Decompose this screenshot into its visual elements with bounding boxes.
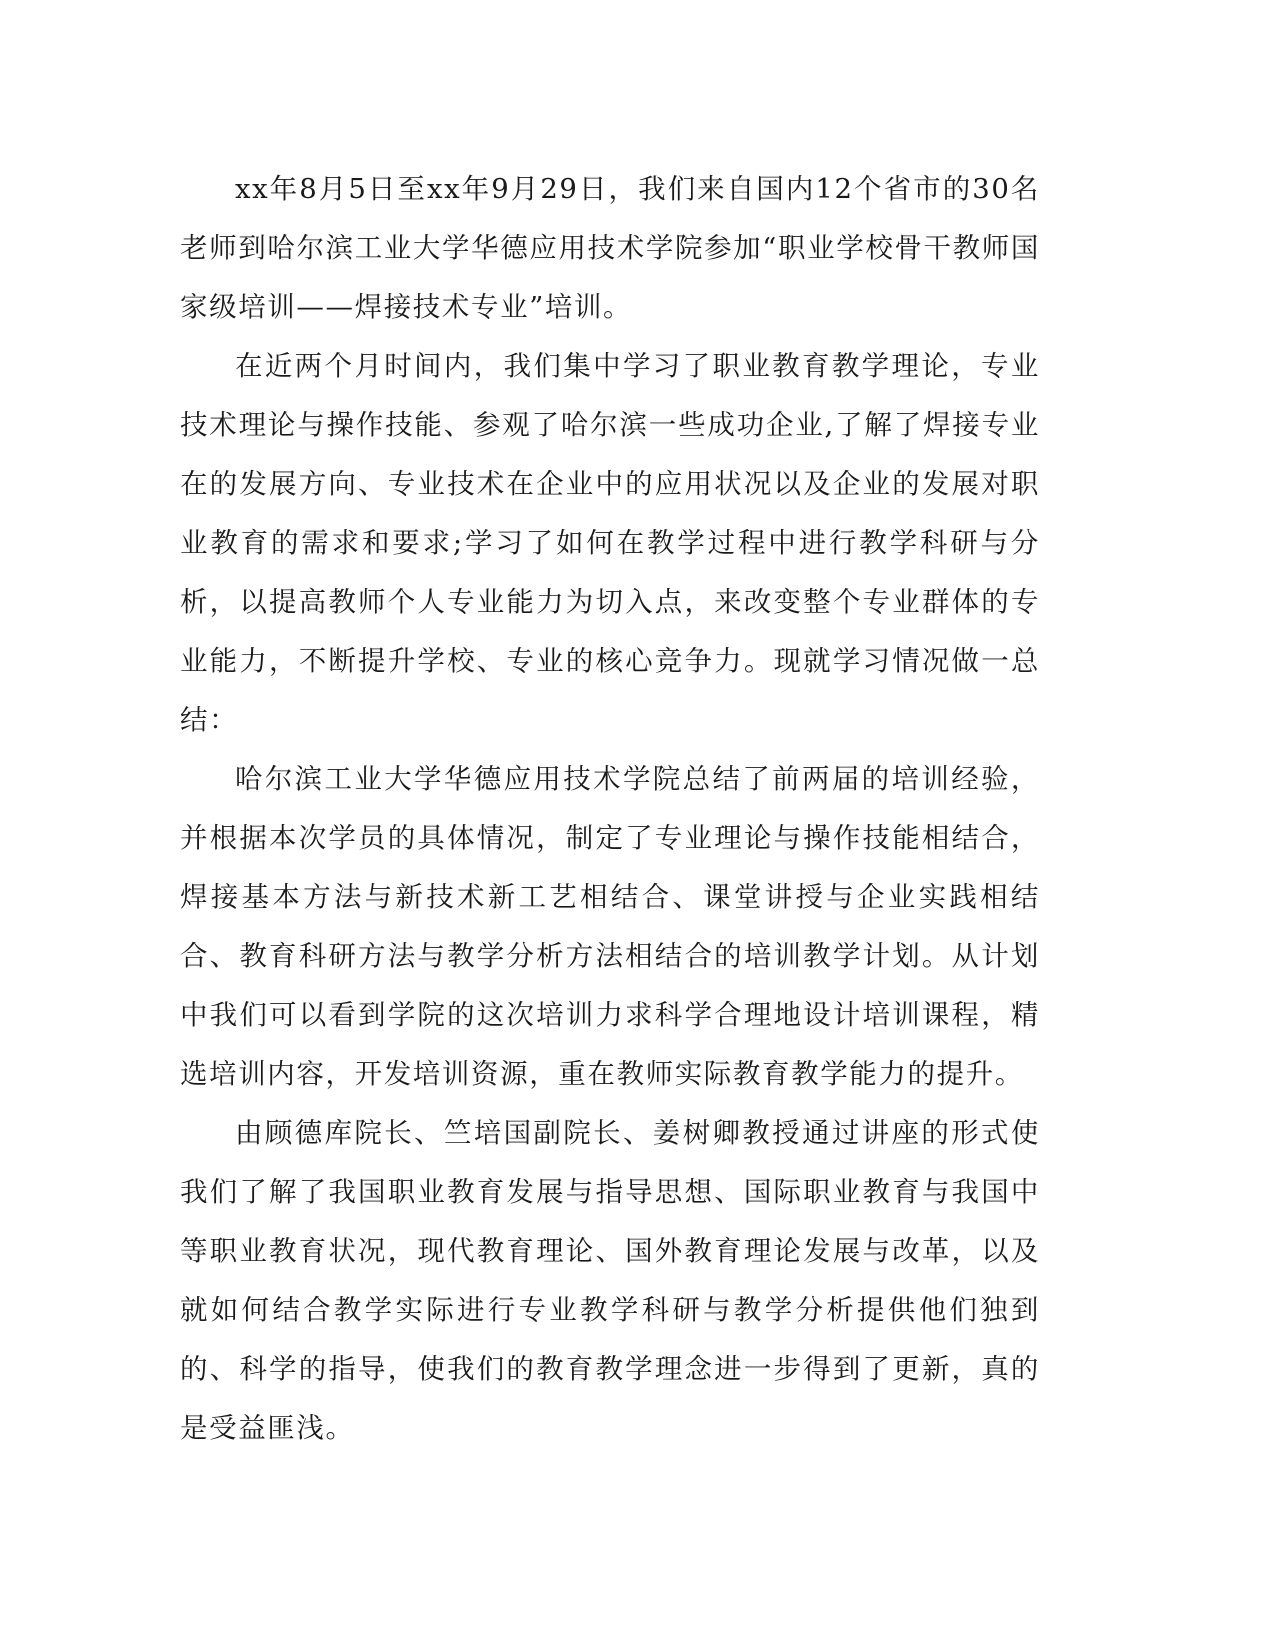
paragraph-study-content: 在近两个月时间内，我们集中学习了职业教育教学理论，专业技术理论与操作技能、参观了哈尔滨一些成功企业,了解了焊接专业在的发展方向、专业技术在企业中的应用状况以及企业的发展对职业教育的需求和要求;学习了如何在教学过程中进行教学科研与分析，以提高教师个人专业能力为切入点，来改变整个专业群体的专业能力，不断提升学校、专业的核心竞争力。现就学习情况做一总结： bbox=[180, 350, 1040, 736]
document-body bbox=[180, 160, 1040, 1458]
paragraph-intro: xx年8月5日至xx年9月29日，我们来自国内12个省市的30名老师到哈尔滨工业大学华德应用技术学院参加“职业学校骨干教师国家级培训——焊接技术专业”培训。 bbox=[180, 173, 1040, 323]
paragraph-training-plan: 哈尔滨工业大学华德应用技术学院总结了前两届的培训经验，并根据本次学员的具体情况，制定了专业理论与操作技能相结合，焊接基本方法与新技术新工艺相结合、课堂讲授与企业实践相结合、教育科研方法与教学分析方法相结合的培训教学计划。从计划中我们可以看到学院的这次培训力求科学合理地设计培训课程，精选培训内容，开发培训资源，重在教师实际教育教学能力的提升。 bbox=[180, 763, 1040, 1090]
paragraph-lectures: 由顾德库院长、竺培国副院长、姜树卿教授通过讲座的形式使我们了解了我国职业教育发展与指导思想、国际职业教育与我国中等职业教育状况，现代教育理论、国外教育理论发展与改革，以及就如何结合教学实际进行专业教学科研与教学分析提供他们独到的、科学的指导，使我们的教育教学理念进一步得到了更新，真的是受益匪浅。 bbox=[180, 1117, 1040, 1444]
